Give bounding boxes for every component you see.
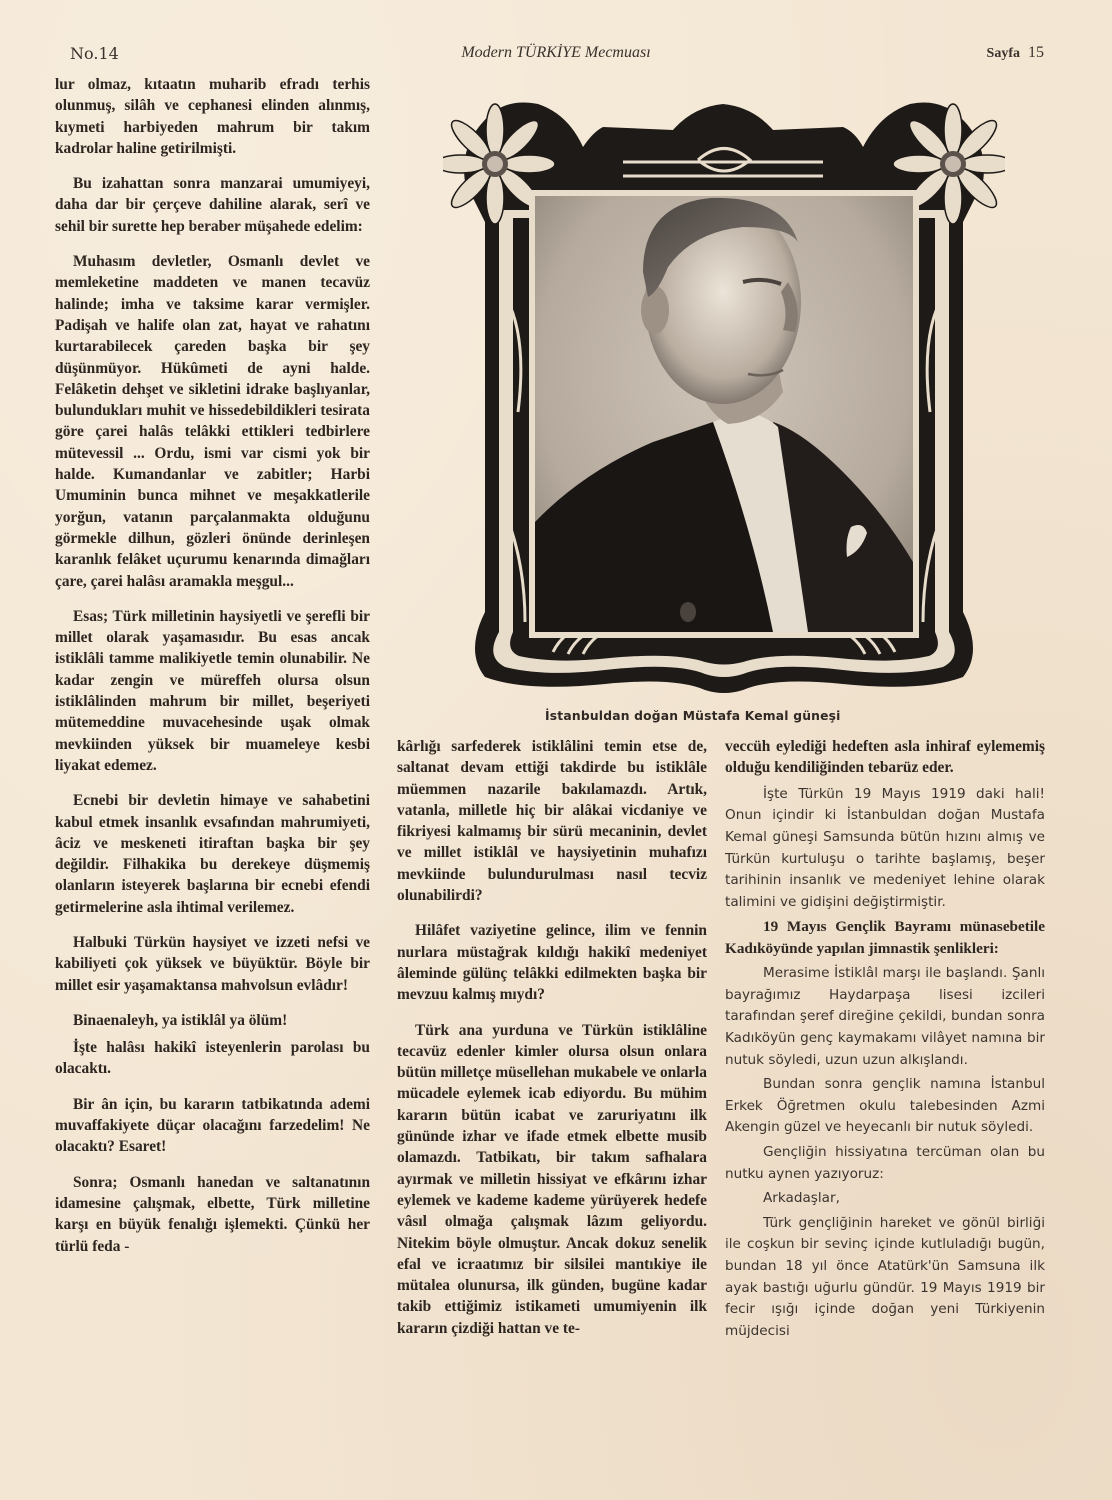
figure-caption: İstanbuldan doğan Müstafa Kemal güneşi [545, 709, 841, 723]
page-header [0, 44, 1112, 68]
page-number: 15 [1028, 44, 1044, 61]
paragraph: Bu izahattan sonra manzarai umumiyeyi, daha dar bir çerçeve dahiline alarak, serî ve sehil bir surette hep beraber müşahede edelim: [55, 175, 370, 235]
paragraph: Muhasım devletler, Osmanlı devlet ve memleketine maddeten ve manen tecavüz halinde; imha ve taksime karar vermişler. Padişah ve halife olan zat, hayat ve rahatını kurtarabilecek çareden başka bir şey düşünmüyor. Hükûmeti de ayni halde. Felâketin dehşet ve sikletini idrake başlıyanlar, bulundukları muhit ve hissedebildikleri tesirata göre çarei halâs telâkki ettikleri tedbirlere mütevessil ... Ordu, ismi var cismi yok bir halde. Kumandanlar ve zabitler; Harbi Umuminin bunca mihnet ve meşakkatlerile yorğun, vatanın parçalanmakta olduğunu görmekle dilhun, gözleri önünde derinleşen karanlık felâket uçurumu kenarında dimağları çare, çarei halâsı aramakla meşgul... [55, 253, 370, 590]
paragraph: Bir ân için, bu kararın tatbikatında ademi muvaffakiyete düçar olacağını farzedelim! Ne olacaktı? Esaret! [55, 1095, 370, 1156]
paragraph: Halbuki Türkün haysiyet ve izzeti nefsi ve kabiliyeti çok yüksek ve büyüktür. Böyle bir millet esir yaşamaktansa mahvolsun evlâdır! [55, 933, 370, 994]
paragraph: Binaenaleyh, ya istiklâl ya ölüm! [73, 1011, 288, 1029]
paragraph: veccüh eylediği hedeften asla inhiraf eylememiş olduğu kendiliğinden tebarüz eder. [725, 738, 1045, 777]
paragraph: Esas; Türk milletinin haysiyetli ve şerefli bir millet olarak yaşamasıdır. Bu esas ancak istiklâli tamme malikiyetle temin olunabilir. Ne kadar zengin ve müreffeh olursa olsun istiklâlinden mahrum bir millet, beşeriyeti mütemeddine muvacehesinde uşak olmak mevkiinden yüksek bir muameleye kesbi liyakat edemez. [55, 607, 370, 774]
paragraph: Gençliğin hissiyatına tercüman olan bu nutku aynen yazıyoruz: [725, 1143, 1045, 1182]
magazine-title: Modern TÜRKİYE Mecmuası [461, 44, 651, 61]
paragraph: Sonra; Osmanlı hanedan ve saltanatının idamesine çalışmak, elbette, Türk milletine karşı en büyük fenalığı işlemekti. Çünkü her türlü feda - [55, 1173, 370, 1255]
paragraph: İşte Türkün 19 Mayıs 1919 daki hali! Onun içindir ki İstanbuldan doğan Mustafa Kemal güneşi Samsunda bütün hızını almış ve Türkün kurtuluşu o tarihte başlamış, beşer tarihinin insanlık ve medeniyet lehine olarak talimini ve gidişini değiştirmiştir. [725, 785, 1045, 910]
portrait-figure [443, 92, 1005, 698]
paragraph: Ecnebi bir devletin himaye ve sahabetini kabul etmek insanlık evsafından mahrumiyeti, âciz ve meskeneti itiraftan başka bir şey değildir. Filhakika bu derekeye düşmemiş olanların isteyerek başlarına bir ecnebi efendi getirmelerine asla ihtimal verilemez. [55, 792, 370, 916]
issue-number: No.14 [70, 44, 119, 63]
paragraph: Türk ana yurduna ve Türkün istiklâline tecavüz edenler kimler olursa olsun onlara bütün milletçe müsellehan mukabele ve onlarla mücadele eylemek icab ediyordu. Bu mühim kararın bütün icabat ve zaruriyatını ilk gününde izhar ve ifade etmek elbette musib olamazdı. Tatbikatı, bir takım safhalara ayırmak ve milletin hissiyat ve efkârını izhar eylemek ve kademe kademe yürüyerek hedefe vâsıl olmağa çalışmak lâzım geliyordu. Nitekim böyle olmuştur. Ancak dokuz senelik efal ve icraatımız bir silsilei mantıkiye ile mütalea olunursa, ilk günden, bugüne kadar takib ettiğimiz istikameti umumiyenin ilk kararın çizdiği hattan ve te- [397, 1021, 707, 1337]
right-column [725, 736, 1045, 1345]
section-subheading: 19 Mayıs Gençlik Bayramı münasebetile Kadıköyünde yapılan jimnastik şenlikleri: [725, 918, 1045, 957]
page-number-label [987, 44, 1044, 62]
left-column [55, 74, 370, 1271]
middle-column [397, 736, 707, 1353]
paragraph: Arkadaşlar, [763, 1190, 840, 1207]
paragraph: Merasime İstiklâl marşı ile başlandı. Şanlı bayrağımız Haydarpaşa lisesi izcileri tarafından şeref direğine çekildi, bundan sonra Kadıköyün genç kaymakamı vilâyet namına bir nutuk söyledi, uzun uzun alkışlandı. [725, 965, 1045, 1068]
paragraph: kârlığı sarfederek istiklâlini temin etse de, saltanat devam ettiği takdirde bu istiklâle müemmen nazarile bakılamazdı. Artık, vatanla, milletle hiç bir alâkai vicdaniye ve fikriyesi kalmamış bir sürü mecaninin, devlet ve millet istiklâl ve haysiyetinin muhafızı mevkiinde bulundurulması nasıl tecviz olunabilirdi? [397, 738, 707, 905]
paragraph: Türk gençliğinin hareket ve gönül birliği ile coşkun bir sevinç içinde kutluladığı bugün, bundan 18 yıl önce Atatürk'ün Samsuna ilk ayak bastığı uğurlu gündür. 19 Mayıs 1919 bir fecir ışığı içinde doğan yeni Türkiyenin müjdecisi [725, 1214, 1045, 1339]
paragraph: Hilâfet vaziyetine gelince, ilim ve fennin nurlara müstağrak kıldığı hakikî medeniyet âleminde gülünç telâkki edilmekten başka bir mevzuu kalmış mıydı? [397, 922, 707, 1004]
paragraph: İşte halâsı hakikî isteyenlerin parolası bu olacaktı. [55, 1039, 370, 1078]
paragraph: Bundan sonra gençlik namına İstanbul Erkek Öğretmen okulu talebesinden Azmi Akengin güzel ve heyecanlı bir nutuk söyledi. [725, 1076, 1045, 1136]
page-label: Sayfa [986, 46, 1020, 61]
portrait-photo-icon [443, 92, 1005, 698]
paragraph: lur olmaz, kıtaatın muharib efradı terhis olunmuş, silâh ve cephanesi elinden alınmış, kıymeti harbiyeden mahrum bir takım kadrolar haline getirilmişti. [55, 76, 370, 157]
